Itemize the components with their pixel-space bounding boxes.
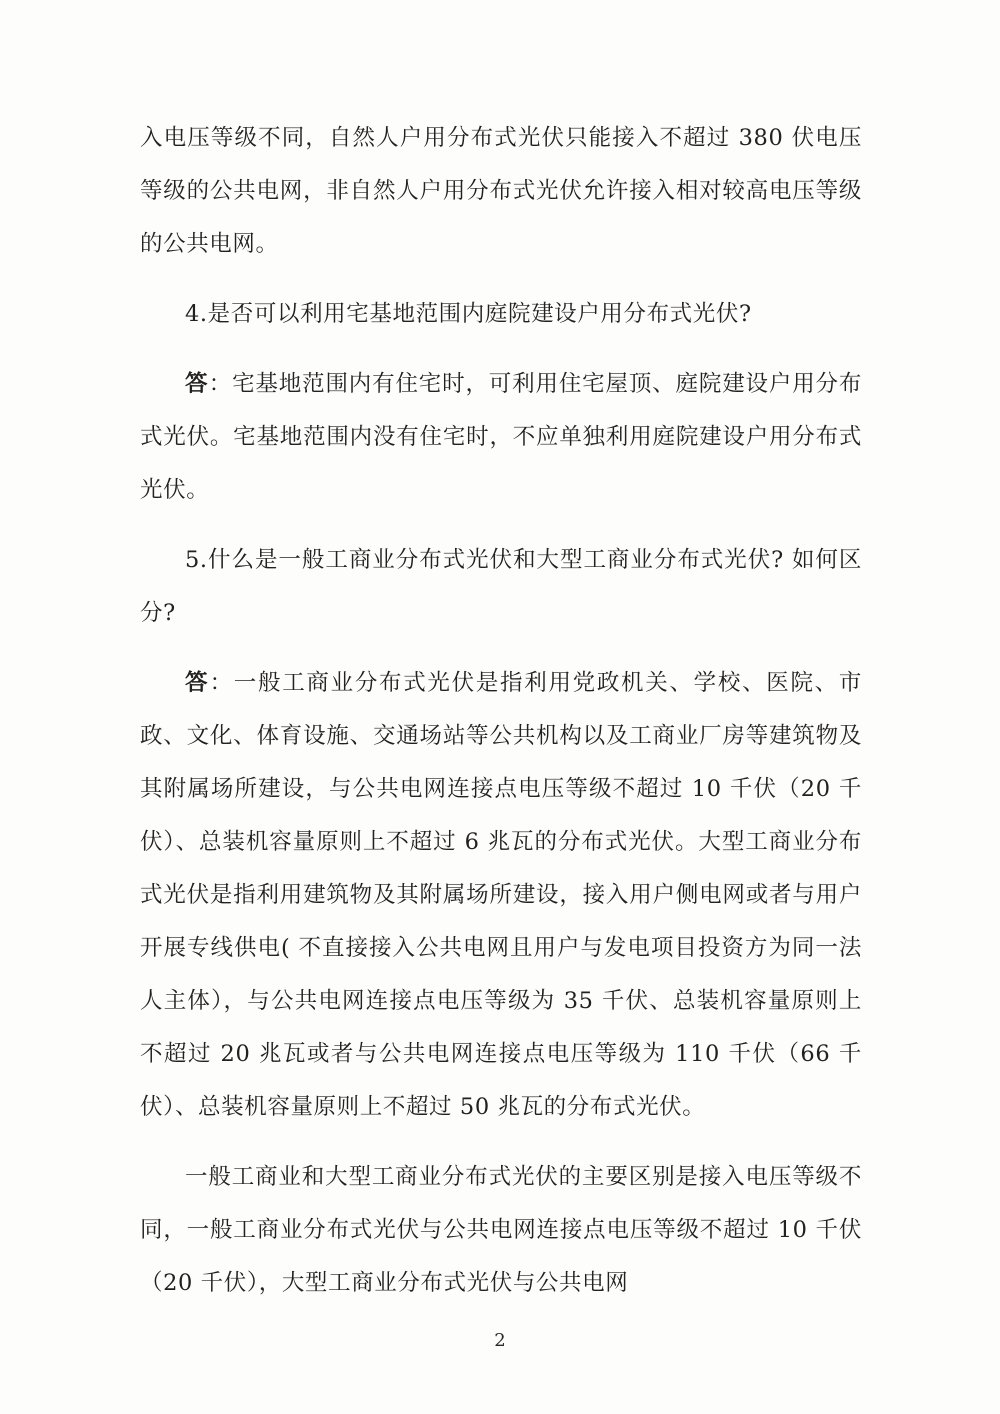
- answer-5: [140, 657, 862, 1134]
- question-5: 5.什么是一般工商业分布式光伏和大型工商业分布式光伏? 如何区分?: [140, 547, 862, 626]
- answer-4-text: ：宅基地范围内有住宅时，可利用住宅屋顶、庭院建设户用分布式光伏。宅基地范围内没有住宅时，不应单独利用庭院建设户用分布式光伏。: [140, 371, 862, 503]
- paragraph-comparison: 一般工商业和大型工商业分布式光伏的主要区别是接入电压等级不同，一般工商业分布式光伏与公共电网连接点电压等级不超过 10 千伏（20 千伏），大型工商业分布式光伏与公共电网: [140, 1164, 862, 1296]
- answer-5-text: ：一般工商业分布式光伏是指利用党政机关、学校、医院、市政、文化、体育设施、交通场站等公共机构以及工商业厂房等建筑物及其附属场所建设，与公共电网连接点电压等级不超过 10 千伏（20 千伏）、总装机容量原则上不超过 6 兆瓦的分布式光伏。大型工商业分布式光伏是指利用建筑物及其附属场所建设，接入用户侧电网或者与用户开展专线供电( 不直接接入公共电网且用户与发电项目投资方为同一法人主体），与公共电网连接点电压等级为 35 千伏、总装机容量原则上不超过 20 兆瓦或者与公共电网连接点电压等级为 110 千伏（66 千伏）、总装机容量原则上不超过 50 兆瓦的分布式光伏。: [140, 670, 862, 1120]
- question-4: 4.是否可以利用宅基地范围内庭院建设户用分布式光伏?: [185, 301, 752, 327]
- page-body: [140, 112, 862, 1310]
- answer-label: 答: [185, 670, 210, 696]
- paragraph-continuation: 入电压等级不同，自然人户用分布式光伏只能接入不超过 380 伏电压等级的公共电网，非自然人户用分布式光伏允许接入相对较高电压等级的公共电网。: [140, 125, 862, 257]
- answer-4: [140, 358, 862, 517]
- answer-label: 答: [185, 371, 209, 397]
- page-number: 2: [494, 1330, 506, 1351]
